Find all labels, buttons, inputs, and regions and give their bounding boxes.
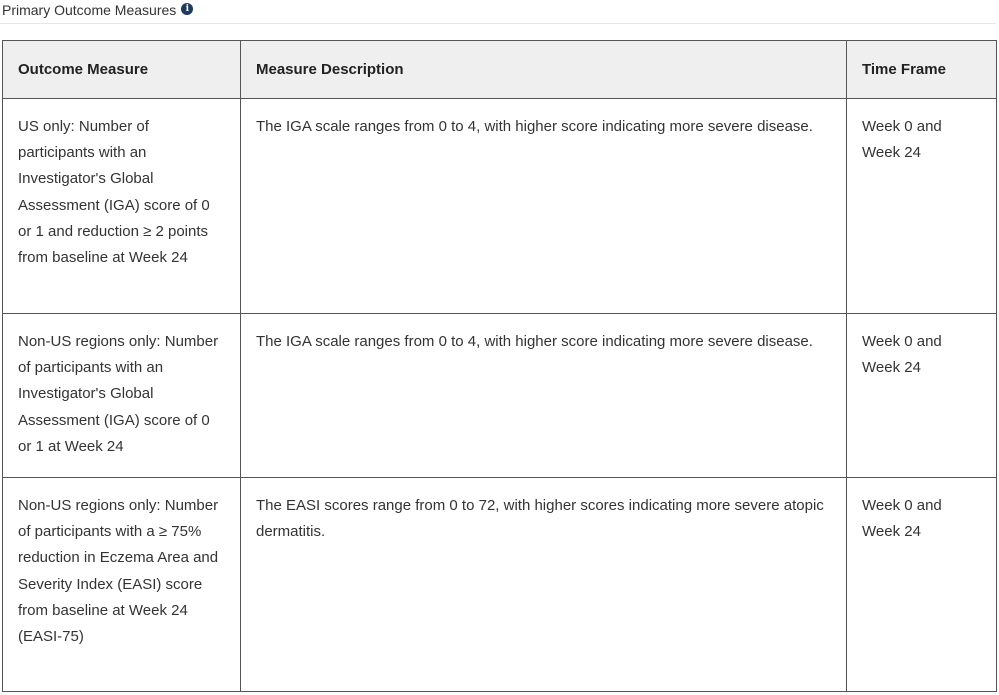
outcome-measure-cell: Non-US regions only: Number of participants with an Investigator's Global Assessment (IGA) score of 0 or 1 at Week 24 — [3, 314, 241, 478]
info-icon[interactable]: i — [181, 3, 193, 15]
outcome-measure-cell: US only: Number of participants with an Investigator's Global Assessment (IGA) score of 0 or 1 and reduction ≥ 2 points from baseline at Week 24 — [3, 99, 241, 314]
header-outcome-measure: Outcome Measure — [3, 41, 241, 99]
table-row — [3, 99, 997, 314]
table-header-row — [3, 41, 997, 99]
outcome-measure-cell: Non-US regions only: Number of participants with a ≥ 75% reduction in Eczema Area and Severity Index (EASI) score from baseline at Week 24 (EASI-75) — [3, 478, 241, 692]
section-title: Primary Outcome Measures — [2, 2, 177, 18]
measure-description-cell: The EASI scores range from 0 to 72, with higher scores indicating more severe atopic dermatitis. — [241, 478, 847, 692]
table-row — [3, 314, 997, 478]
table-row — [3, 478, 997, 692]
section-header — [0, 0, 996, 24]
time-frame-cell: Week 0 and Week 24 — [847, 478, 997, 692]
time-frame-cell: Week 0 and Week 24 — [847, 314, 997, 478]
time-frame-cell: Week 0 and Week 24 — [847, 99, 997, 314]
measure-description-cell: The IGA scale ranges from 0 to 4, with higher score indicating more severe disease. — [241, 314, 847, 478]
outcome-measures-table — [2, 40, 997, 692]
header-measure-description: Measure Description — [241, 41, 847, 99]
measure-description-cell: The IGA scale ranges from 0 to 4, with higher score indicating more severe disease. — [241, 99, 847, 314]
header-time-frame: Time Frame — [847, 41, 997, 99]
